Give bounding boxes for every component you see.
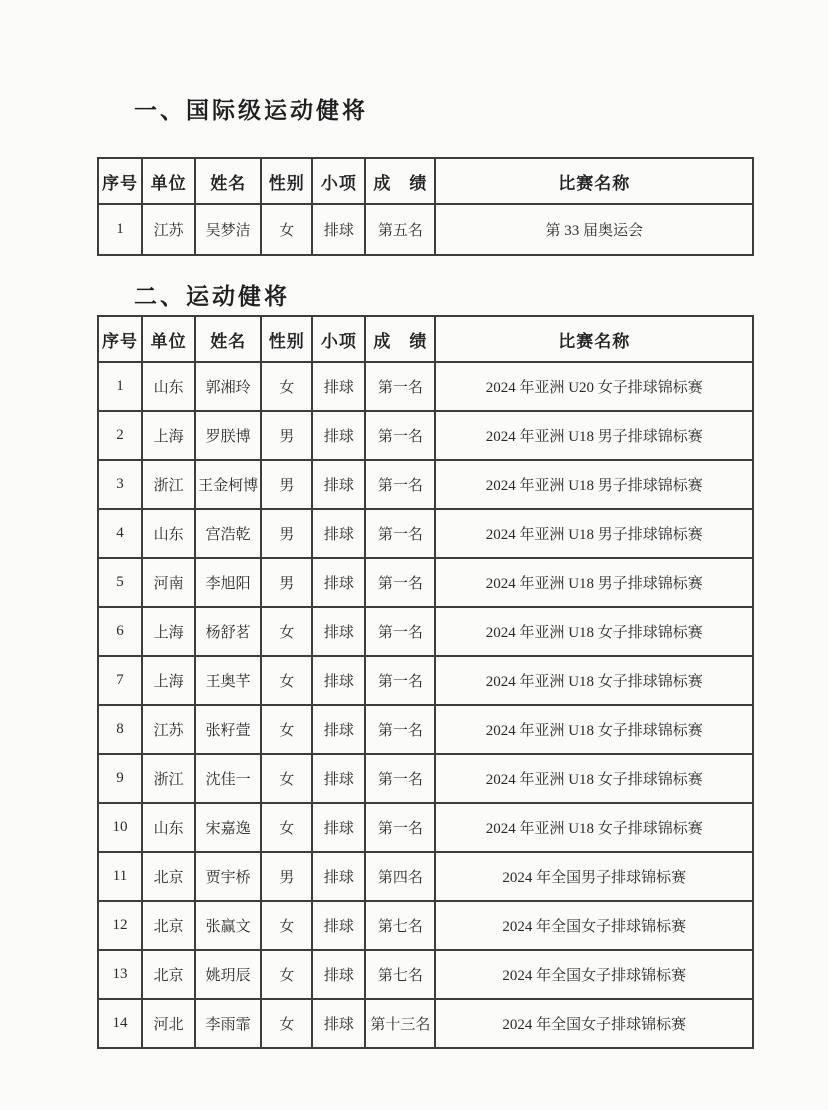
table-cell: 2024 年亚洲 U18 女子排球锦标赛 <box>435 803 753 852</box>
column-header: 序号 <box>98 316 142 362</box>
table-cell: 2024 年亚洲 U18 男子排球锦标赛 <box>435 509 753 558</box>
section-title-international: 一、国际级运动健将 <box>134 97 368 123</box>
table-cell: 北京 <box>142 852 195 901</box>
table-cell: 王金柯博 <box>195 460 261 509</box>
table-row <box>98 754 753 803</box>
table-cell: 2024 年全国女子排球锦标赛 <box>435 950 753 999</box>
table-cell: 排球 <box>312 362 365 411</box>
table-cell: 姚玥辰 <box>195 950 261 999</box>
table-cell: 第五名 <box>365 204 435 255</box>
table-cell: 2024 年亚洲 U18 男子排球锦标赛 <box>435 460 753 509</box>
header-row <box>98 158 753 204</box>
table-cell: 女 <box>261 754 312 803</box>
table-cell: 2024 年亚洲 U18 女子排球锦标赛 <box>435 656 753 705</box>
table-cell: 2024 年全国男子排球锦标赛 <box>435 852 753 901</box>
table-cell: 第一名 <box>365 362 435 411</box>
table-header <box>98 316 753 362</box>
table-cell: 男 <box>261 558 312 607</box>
table-cell: 第一名 <box>365 754 435 803</box>
table-cell: 排球 <box>312 460 365 509</box>
table-row <box>98 509 753 558</box>
table-cell: 14 <box>98 999 142 1048</box>
table-cell: 上海 <box>142 411 195 460</box>
table-cell: 排球 <box>312 705 365 754</box>
table-cell: 排球 <box>312 999 365 1048</box>
table-cell: 排球 <box>312 950 365 999</box>
table-cell: 第一名 <box>365 411 435 460</box>
column-header: 单位 <box>142 316 195 362</box>
table-row <box>98 607 753 656</box>
table-cell: 2024 年亚洲 U20 女子排球锦标赛 <box>435 362 753 411</box>
table-header <box>98 158 753 204</box>
table-cell: 王奥芊 <box>195 656 261 705</box>
column-header: 成 绩 <box>365 316 435 362</box>
table-cell: 女 <box>261 999 312 1048</box>
table-cell: 杨舒茗 <box>195 607 261 656</box>
table-row <box>98 999 753 1048</box>
table-row <box>98 901 753 950</box>
table-cell: 女 <box>261 901 312 950</box>
table-cell: 第一名 <box>365 607 435 656</box>
table-cell: 李旭阳 <box>195 558 261 607</box>
table-cell: 3 <box>98 460 142 509</box>
table-cell: 1 <box>98 362 142 411</box>
table-row <box>98 460 753 509</box>
column-header: 比赛名称 <box>435 158 753 204</box>
table-cell: 山东 <box>142 509 195 558</box>
national-athletes-table <box>97 315 754 1049</box>
table-cell: 7 <box>98 656 142 705</box>
table-cell: 13 <box>98 950 142 999</box>
table-body <box>98 204 753 255</box>
table-cell: 宋嘉逸 <box>195 803 261 852</box>
table-cell: 第一名 <box>365 656 435 705</box>
table-cell: 2024 年全国女子排球锦标赛 <box>435 901 753 950</box>
table-cell: 排球 <box>312 656 365 705</box>
table-cell: 排球 <box>312 411 365 460</box>
table-cell: 上海 <box>142 656 195 705</box>
table-cell: 男 <box>261 852 312 901</box>
table-cell: 河南 <box>142 558 195 607</box>
table-cell: 2 <box>98 411 142 460</box>
column-header: 性别 <box>261 158 312 204</box>
table-cell: 2024 年亚洲 U18 男子排球锦标赛 <box>435 411 753 460</box>
table-cell: 排球 <box>312 509 365 558</box>
table-cell: 第十三名 <box>365 999 435 1048</box>
table-cell: 2024 年亚洲 U18 男子排球锦标赛 <box>435 558 753 607</box>
table-cell: 排球 <box>312 204 365 255</box>
table-cell: 2024 年亚洲 U18 女子排球锦标赛 <box>435 607 753 656</box>
table-cell: 郭湘玲 <box>195 362 261 411</box>
table-cell: 排球 <box>312 607 365 656</box>
column-header: 性别 <box>261 316 312 362</box>
table-cell: 李雨霏 <box>195 999 261 1048</box>
table-cell: 张籽萱 <box>195 705 261 754</box>
column-header: 姓名 <box>195 316 261 362</box>
table-cell: 排球 <box>312 754 365 803</box>
table-cell: 第一名 <box>365 558 435 607</box>
table-cell: 男 <box>261 509 312 558</box>
table-cell: 10 <box>98 803 142 852</box>
column-header: 单位 <box>142 158 195 204</box>
table-cell: 女 <box>261 950 312 999</box>
table-cell: 上海 <box>142 607 195 656</box>
table-cell: 第一名 <box>365 460 435 509</box>
table-cell: 1 <box>98 204 142 255</box>
table-cell: 沈佳一 <box>195 754 261 803</box>
table-cell: 第七名 <box>365 950 435 999</box>
table-cell: 11 <box>98 852 142 901</box>
table-cell: 江苏 <box>142 204 195 255</box>
table-cell: 北京 <box>142 950 195 999</box>
table-row <box>98 656 753 705</box>
table-cell: 第一名 <box>365 705 435 754</box>
table-cell: 河北 <box>142 999 195 1048</box>
table-cell: 第一名 <box>365 509 435 558</box>
column-header: 序号 <box>98 158 142 204</box>
table-cell: 第一名 <box>365 803 435 852</box>
table-cell: 男 <box>261 411 312 460</box>
table-cell: 宫浩乾 <box>195 509 261 558</box>
column-header: 小项 <box>312 158 365 204</box>
table-row <box>98 362 753 411</box>
table-row <box>98 950 753 999</box>
table-cell: 2024 年亚洲 U18 女子排球锦标赛 <box>435 705 753 754</box>
table-cell: 浙江 <box>142 754 195 803</box>
table-cell: 女 <box>261 204 312 255</box>
table-cell: 排球 <box>312 803 365 852</box>
table-cell: 12 <box>98 901 142 950</box>
table-row <box>98 852 753 901</box>
table-cell: 第 33 届奥运会 <box>435 204 753 255</box>
section-title-national: 二、运动健将 <box>134 283 290 309</box>
table-row <box>98 204 753 255</box>
table-cell: 浙江 <box>142 460 195 509</box>
header-row <box>98 316 753 362</box>
table-row <box>98 558 753 607</box>
table-row <box>98 803 753 852</box>
table-cell: 女 <box>261 607 312 656</box>
table-cell: 5 <box>98 558 142 607</box>
table-cell: 吴梦洁 <box>195 204 261 255</box>
table-cell: 第四名 <box>365 852 435 901</box>
table-cell: 贾宇桥 <box>195 852 261 901</box>
table-cell: 张赢文 <box>195 901 261 950</box>
table-cell: 江苏 <box>142 705 195 754</box>
table-body <box>98 362 753 1048</box>
table-cell: 女 <box>261 656 312 705</box>
table-cell: 2024 年全国女子排球锦标赛 <box>435 999 753 1048</box>
table-cell: 2024 年亚洲 U18 女子排球锦标赛 <box>435 754 753 803</box>
table-row <box>98 705 753 754</box>
table-cell: 罗朕博 <box>195 411 261 460</box>
table-cell: 排球 <box>312 852 365 901</box>
table-cell: 北京 <box>142 901 195 950</box>
table-cell: 4 <box>98 509 142 558</box>
international-athletes-table <box>97 157 754 256</box>
column-header: 比赛名称 <box>435 316 753 362</box>
table-cell: 女 <box>261 803 312 852</box>
table-cell: 8 <box>98 705 142 754</box>
table-cell: 排球 <box>312 558 365 607</box>
column-header: 成 绩 <box>365 158 435 204</box>
table-cell: 排球 <box>312 901 365 950</box>
table-cell: 山东 <box>142 362 195 411</box>
table-cell: 女 <box>261 705 312 754</box>
table-cell: 第七名 <box>365 901 435 950</box>
table-cell: 山东 <box>142 803 195 852</box>
table-cell: 6 <box>98 607 142 656</box>
table-cell: 9 <box>98 754 142 803</box>
table-cell: 女 <box>261 362 312 411</box>
table-row <box>98 411 753 460</box>
column-header: 小项 <box>312 316 365 362</box>
table-cell: 男 <box>261 460 312 509</box>
column-header: 姓名 <box>195 158 261 204</box>
